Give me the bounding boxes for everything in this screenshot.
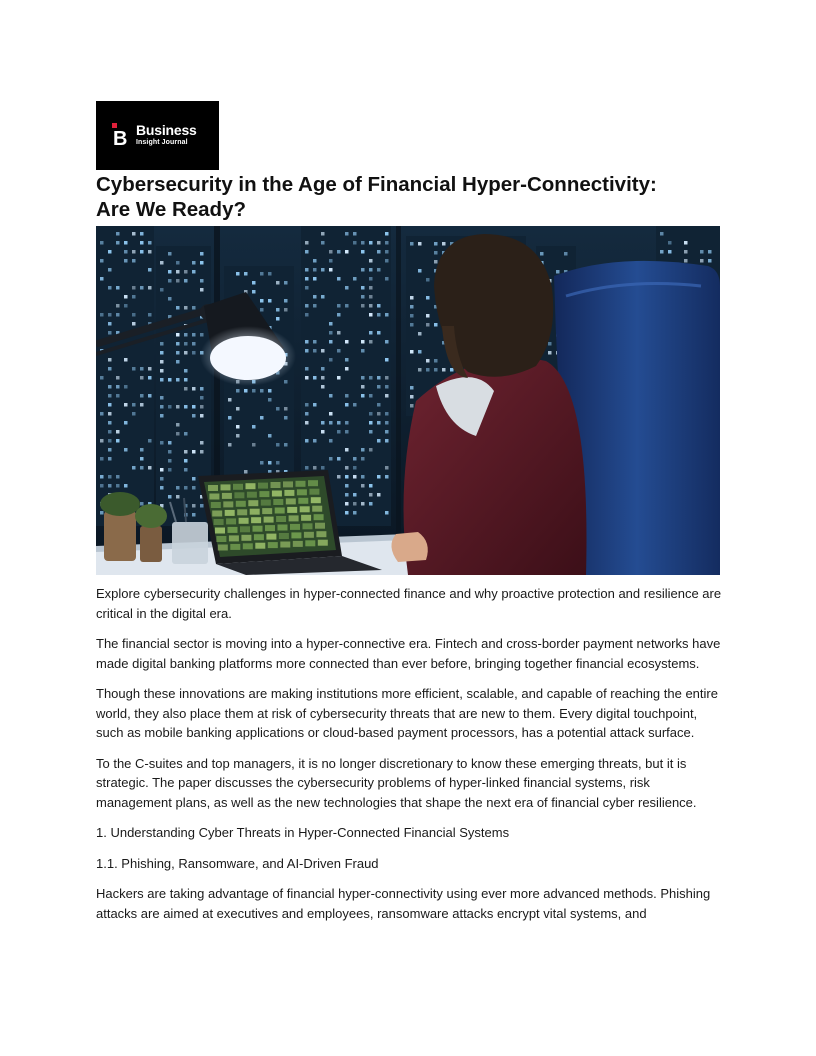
article-body xyxy=(96,584,724,934)
office-night-city-image xyxy=(96,226,720,575)
logo-wordmark xyxy=(136,123,197,146)
body-paragraph: Hackers are taking advantage of financial hyper-connectivity using ever more advanced methods. Phishing attacks are aimed at executives and employees, ransomware attacks encrypt vital systems, and xyxy=(96,886,711,921)
logo-line-1: Business xyxy=(136,122,197,138)
intro-paragraph: Explore cybersecurity challenges in hyper-connected finance and why proactive protection and resilience are critical in the digital era. xyxy=(96,586,722,621)
section-heading: 1. Understanding Cyber Threats in Hyper-Connected Financial Systems xyxy=(96,825,510,840)
body-paragraph: The financial sector is moving into a hyper-connective era. Fintech and cross-border payment networks have made digital banking platforms more connected than ever before, bringing together financial ecosystems. xyxy=(96,636,721,671)
article-title xyxy=(96,172,736,222)
hero-image xyxy=(96,226,720,575)
body-paragraph: Though these innovations are making institutions more efficient, scalable, and capable of reaching the entire world, they also place them at risk of cybersecurity threats that are new to them. Every digital touchpoint, such as mobile banking applications or cloud-based payment processors, has a potential attack surface. xyxy=(96,686,718,740)
title-line-2: Are We Ready? xyxy=(96,198,247,221)
logo-b-mark-icon xyxy=(112,123,132,147)
title-line-1: Cybersecurity in the Age of Financial Hyper-Connectivity: xyxy=(96,173,657,196)
brand-logo xyxy=(96,101,219,170)
body-paragraph: To the C-suites and top managers, it is no longer discretionary to know these emerging threats, but it is strategic. The paper discusses the cybersecurity problems of hyper-linked financial systems, risk management plans, as well as the new technologies that shape the next era of financial cyber resilience. xyxy=(96,755,697,810)
logo-line-2: Insight Journal xyxy=(136,139,188,146)
subsection-heading: 1.1. Phishing, Ransomware, and AI-Driven Fraud xyxy=(96,855,379,871)
logo-initial: B xyxy=(113,128,128,147)
